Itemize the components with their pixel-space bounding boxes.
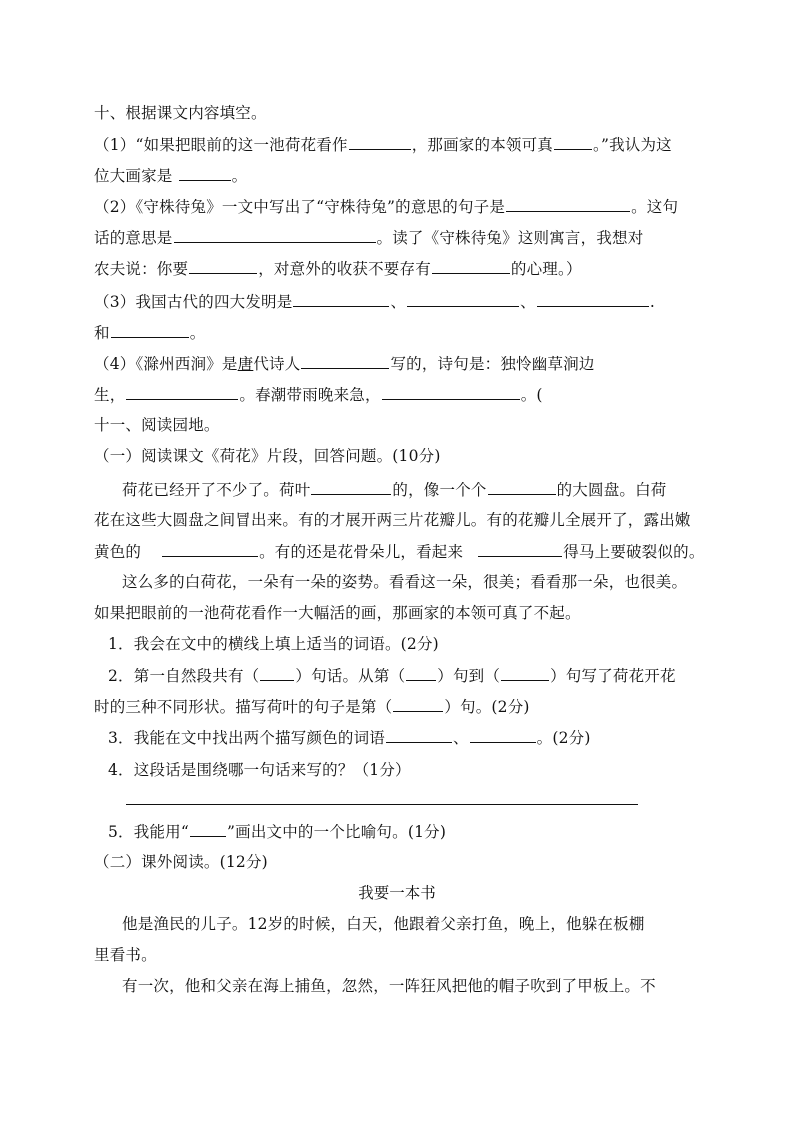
blank[interactable] — [189, 258, 257, 274]
blank[interactable] — [506, 196, 630, 212]
text: ）句话。从第（ — [295, 667, 406, 685]
text: 和 — [94, 324, 110, 342]
blank[interactable] — [311, 479, 391, 495]
blank[interactable] — [554, 134, 592, 150]
story-line-2: 里看书。 — [94, 946, 157, 964]
blank[interactable] — [406, 665, 436, 681]
text: 写的，诗句是：独怜幽草涧边 — [390, 355, 595, 373]
text: 的，像一个个 — [392, 481, 487, 499]
blank[interactable] — [179, 165, 231, 181]
q1-line-2 — [94, 165, 247, 186]
text: 。春潮带雨晚来急， — [239, 386, 381, 404]
blank[interactable] — [126, 384, 238, 400]
question-2-line-2 — [94, 696, 530, 717]
text: ）句到（ — [437, 667, 501, 685]
text: 得马上要破裂似的。 — [563, 543, 705, 561]
passage-line-1 — [122, 479, 667, 500]
text: 2．第一自然段共有（ — [108, 667, 260, 685]
q3-line-1 — [94, 291, 655, 312]
section-11-title: 十一、阅读园地。 — [94, 416, 220, 434]
passage-line-4: 这么多的白荷花，一朵有一朵的姿势。看看这一朵，很美；看看那一朵，也很美。 — [122, 573, 688, 591]
question-4: 4．这段话是围绕哪一句话来写的？（1分） — [108, 761, 411, 779]
blank[interactable] — [260, 665, 294, 681]
text: 。 — [189, 324, 206, 342]
blank[interactable] — [470, 727, 536, 743]
blank[interactable] — [349, 134, 411, 150]
passage-line-3 — [94, 541, 705, 562]
text: ，对意外的收获不要存有 — [258, 260, 431, 278]
story-line-3: 有一次，他和父亲在海上捕鱼，忽然，一阵狂风把他的帽子吹到了甲板上。不 — [122, 977, 656, 995]
text: 农夫说：你要 — [94, 260, 189, 278]
text: 、 — [390, 293, 407, 311]
text: 荷花已经开了不少了。荷叶 — [122, 481, 311, 499]
text: 。(2分) — [536, 729, 591, 747]
text: 。”我认为这 — [593, 136, 672, 154]
part2-title: （二）课外阅读。(12分) — [94, 853, 268, 871]
text: 黄色的 — [94, 543, 142, 561]
text: 时的三种不同形状。描写荷叶的句子是第（ — [94, 698, 393, 716]
part1-title: （一）阅读课文《荷花》片段，回答问题。(10分) — [94, 447, 441, 465]
question-1: 1．我会在文中的横线上填上适当的词语。(2分) — [108, 635, 439, 653]
text: 3．我能在文中找出两个描写颜色的词语 — [108, 729, 385, 747]
q4-line-2 — [94, 384, 543, 405]
passage-line-5: 如果把眼前的一池荷花看作一大幅活的画，那画家的本领可真了不起。 — [94, 604, 581, 622]
story-line-1: 他是渔民的儿子。12岁的时候，白天，他跟着父亲打鱼，晚上，他躲在板棚 — [122, 915, 645, 933]
text: ）句。(2分) — [444, 698, 530, 716]
question-5 — [108, 821, 446, 842]
text: 唐 — [237, 355, 254, 373]
text: 的心理。） — [510, 260, 582, 278]
blank[interactable] — [393, 696, 443, 712]
blank[interactable] — [537, 291, 649, 307]
text: （4）《滁州西涧》是 — [94, 355, 238, 373]
text: 。( — [520, 386, 543, 404]
blank[interactable] — [382, 384, 520, 400]
text: 代诗人 — [253, 355, 301, 373]
text: （2）《守株待兔》一文中写出了“守株待兔”的意思的句子是 — [94, 198, 506, 216]
q4-line-1 — [94, 353, 595, 374]
blank[interactable] — [432, 258, 510, 274]
question-3 — [108, 727, 591, 748]
text: 5．我能用“ — [108, 823, 189, 841]
blank[interactable] — [293, 291, 389, 307]
text: 。 — [231, 167, 248, 185]
blank[interactable] — [488, 479, 556, 495]
blank[interactable] — [301, 353, 389, 369]
q2-line-2 — [94, 227, 643, 248]
text: 。这句 — [631, 198, 679, 216]
q3-line-2 — [94, 322, 205, 343]
section-10-title: 十、根据课文内容填空。 — [94, 104, 267, 122]
q2-line-1 — [94, 196, 678, 217]
text: ，那画家的本领可真 — [411, 136, 553, 154]
blank[interactable] — [478, 541, 562, 557]
text: 的大圆盘。白荷 — [556, 481, 667, 499]
story-title: 我要一本书 — [358, 884, 436, 902]
blank[interactable] — [386, 727, 452, 743]
blank[interactable] — [162, 541, 258, 557]
blank[interactable] — [407, 291, 519, 307]
q2-line-3 — [94, 258, 582, 279]
text: . — [649, 293, 656, 311]
q1-line-1 — [94, 134, 672, 155]
answer-line[interactable] — [126, 804, 638, 805]
blank[interactable] — [174, 227, 376, 243]
text: 、 — [452, 729, 469, 747]
text: （3）我国古代的四大发明是 — [94, 293, 293, 311]
text: 位大画家是 — [94, 167, 178, 185]
blank[interactable] — [111, 322, 189, 338]
blank — [190, 821, 226, 837]
text: 。有的还是花骨朵儿，看起来 — [259, 543, 464, 561]
text: ”画出文中的一个比喻句。(1分) — [227, 823, 447, 841]
passage-line-2: 花在这些大圆盘之间冒出来。有的才展开两三片花瓣儿。有的花瓣儿全展开了，露出嫩 — [94, 511, 691, 529]
text: （1）“如果把眼前的这一池荷花看作 — [94, 136, 348, 154]
text: 、 — [520, 293, 536, 311]
question-2-line-1 — [108, 665, 676, 686]
text: ）句写了荷花开花 — [550, 667, 676, 685]
text: 生， — [94, 386, 126, 404]
blank[interactable] — [501, 665, 549, 681]
text: 话的意思是 — [94, 229, 173, 247]
text: 。读了《守株待兔》这则寓言，我想对 — [376, 229, 644, 247]
